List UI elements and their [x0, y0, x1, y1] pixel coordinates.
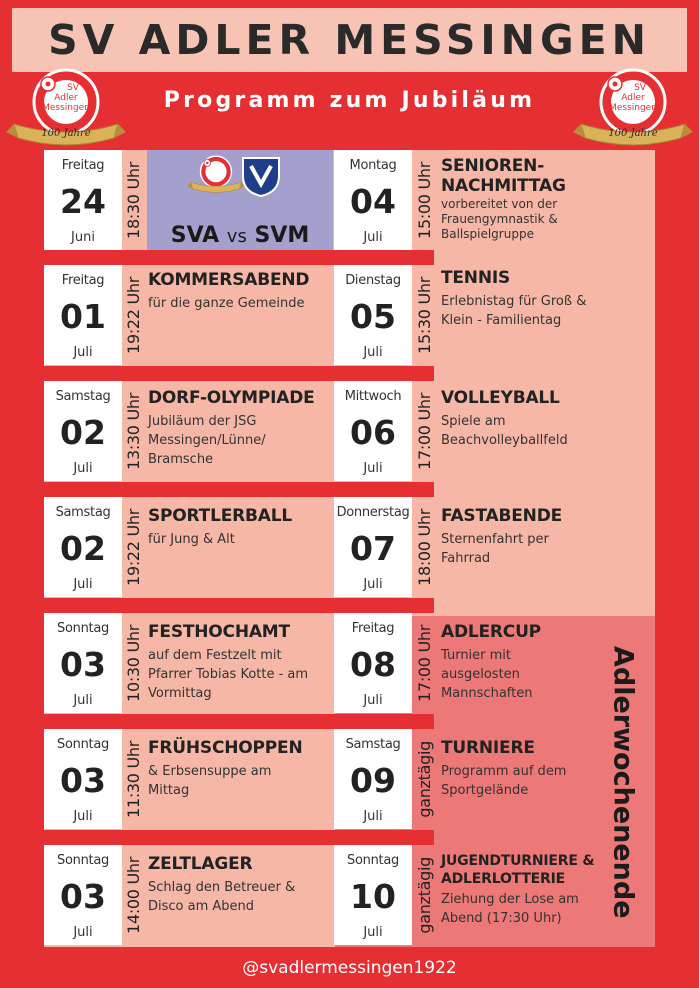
day-number: 03	[60, 877, 106, 916]
event-time: 15:30 Uhr	[414, 276, 434, 354]
logo-text-adler: Adler	[54, 93, 78, 103]
event-title: VOLLEYBALL	[441, 388, 560, 408]
month: Juli	[73, 461, 93, 476]
event-description: Turnier mit ausgelosten Mannschaften	[441, 648, 533, 701]
weekday: Dienstag	[345, 273, 401, 288]
team-sva: SVA	[170, 223, 220, 248]
row-separator	[44, 250, 334, 265]
event-title: DORF-OLYMPIADE	[148, 388, 315, 408]
logo-text-messingen: Messingen	[42, 103, 90, 113]
vs-label: vs	[226, 226, 247, 247]
day-number: 08	[350, 645, 396, 684]
weekday: Mittwoch	[344, 389, 402, 404]
event-time: 17:00 Uhr	[414, 624, 434, 702]
date-cell	[334, 845, 412, 945]
event-title: TENNIS	[441, 268, 511, 288]
event-title: SPORTLERBALL	[148, 506, 292, 526]
event-description: für die ganze Gemeinde	[148, 296, 305, 311]
logo-text-sv: SV	[67, 83, 79, 93]
month: Juli	[363, 230, 383, 245]
adlerwochenende-label: Adlerwochenende	[607, 646, 639, 919]
event-title-line2: ADLERLOTTERIE	[441, 871, 565, 887]
logo-ribbon-text: 100 Jahre	[608, 128, 658, 139]
row-separator	[44, 830, 334, 845]
event-description: Programm auf dem Sportgelände	[441, 764, 567, 798]
month: Juli	[73, 809, 93, 824]
day-number: 06	[350, 413, 396, 452]
weekday: Samstag	[55, 505, 111, 520]
event-description: Ziehung der Lose am Abend (17:30 Uhr)	[441, 892, 579, 926]
event-description: Spiele am Beachvolleyballfeld	[441, 414, 568, 448]
event-time: 14:00 Uhr	[123, 856, 143, 934]
date-cell	[44, 497, 122, 597]
opening-match-label	[147, 223, 333, 248]
event-info	[148, 506, 333, 549]
day-number: 04	[350, 182, 396, 221]
logo-ribbon-text: 100 Jahre	[41, 128, 91, 139]
logo-text-sv: SV	[634, 83, 646, 93]
event-title: ZELTLAGER	[148, 854, 253, 874]
event-info	[441, 268, 626, 330]
weekday: Montag	[349, 158, 397, 173]
date-cell	[44, 613, 122, 713]
date-cell	[334, 613, 412, 713]
day-number: 02	[60, 413, 106, 452]
event-time: 10:30 Uhr	[123, 624, 143, 702]
row-separator	[334, 250, 434, 265]
title-band	[12, 8, 687, 72]
event-info	[148, 388, 333, 469]
event-description: Jubiläum der JSG Messingen/Lünne/ Bramsche	[148, 414, 266, 467]
event-description: für Jung & Alt	[148, 532, 235, 547]
day-number: 05	[350, 297, 396, 336]
day-number: 24	[60, 182, 106, 221]
event-title: FASTABENDE	[441, 506, 563, 526]
instagram-handle[interactable]: @svadlermessingen1922	[242, 958, 457, 978]
weekday: Sonntag	[57, 737, 109, 752]
team-svm: SVM	[254, 223, 310, 248]
event-time: ganztägig	[414, 856, 434, 934]
event-description: Schlag den Betreuer & Disco am Abend	[148, 880, 296, 914]
event-title-line2: NACHMITTAG	[441, 176, 566, 196]
page-title: SV ADLER MESSINGEN	[48, 16, 651, 64]
event-description: & Erbsensuppe am Mittag	[148, 764, 272, 798]
date-cell	[44, 845, 122, 945]
event-info	[441, 388, 626, 450]
subtitle: Programm zum Jubiläum	[163, 88, 536, 113]
weekday: Donnerstag	[336, 505, 410, 520]
event-time: 17:00 Uhr	[414, 392, 434, 470]
event-info	[148, 270, 333, 313]
date-cell	[44, 381, 122, 481]
weekday: Sonntag	[347, 853, 399, 868]
event-title: TURNIERE	[441, 738, 535, 758]
row-separator	[334, 714, 434, 729]
event-title: JUGENDTURNIERE &	[441, 853, 595, 869]
svm-crest-icon	[239, 154, 283, 198]
row-separator	[334, 482, 434, 497]
month: Juli	[363, 461, 383, 476]
day-number: 09	[350, 761, 396, 800]
row-separator	[44, 366, 334, 381]
event-description: auf dem Festzelt mit Pfarrer Tobias Kotte - am Vormittag	[148, 648, 309, 701]
logo-text-adler: Adler	[621, 93, 645, 103]
month: Juli	[73, 345, 93, 360]
date-cell	[334, 497, 412, 597]
month: Juli	[363, 809, 383, 824]
event-time: 18:30 Uhr	[123, 161, 143, 239]
event-title: SENIOREN-	[441, 156, 545, 176]
date-cell	[334, 265, 412, 365]
month: Juni	[71, 230, 95, 245]
row-separator	[334, 366, 434, 381]
logo-text-messingen: Messingen	[609, 103, 657, 113]
event-description: vorbereitet von der Frauengymnastik & Ballspielgruppe	[441, 197, 558, 241]
month: Juli	[73, 925, 93, 940]
date-cell	[334, 381, 412, 481]
row-separator	[334, 830, 434, 845]
event-description: Sternenfahrt per Fahrrad	[441, 532, 549, 566]
day-number: 10	[350, 877, 396, 916]
event-info	[148, 854, 333, 916]
event-time: ganztägig	[414, 740, 434, 818]
event-info	[148, 738, 333, 800]
row-separator	[44, 598, 334, 613]
event-info	[441, 506, 626, 568]
weekday: Samstag	[345, 737, 401, 752]
weekday: Freitag	[61, 158, 105, 173]
event-time: 11:30 Uhr	[123, 740, 143, 818]
day-number: 07	[350, 529, 396, 568]
weekday: Sonntag	[57, 853, 109, 868]
event-time: 15:00 Uhr	[414, 161, 434, 239]
event-time: 19:22 Uhr	[123, 276, 143, 354]
row-separator	[334, 598, 434, 613]
event-time: 13:30 Uhr	[123, 392, 143, 470]
day-number: 02	[60, 529, 106, 568]
weekday: Freitag	[351, 621, 395, 636]
date-cell	[44, 729, 122, 829]
row-separator	[44, 482, 334, 497]
date-cell	[44, 265, 122, 365]
date-cell	[334, 150, 412, 250]
event-info	[441, 156, 626, 242]
event-title: KOMMERSABEND	[148, 270, 310, 290]
club-logo-small	[187, 154, 245, 198]
event-description: Erlebnistag für Groß & Klein - Familientag	[441, 294, 587, 328]
day-number: 03	[60, 645, 106, 684]
event-title: FRÜHSCHOPPEN	[148, 738, 303, 758]
day-number: 03	[60, 761, 106, 800]
weekday: Freitag	[61, 273, 105, 288]
opening-match-box	[147, 150, 333, 250]
month: Juli	[363, 577, 383, 592]
month: Juli	[363, 925, 383, 940]
event-title: FESTHOCHAMT	[148, 622, 290, 642]
event-info	[148, 622, 333, 703]
date-cell	[44, 150, 122, 250]
weekday: Sonntag	[57, 621, 109, 636]
date-cell	[334, 729, 412, 829]
event-time: 19:22 Uhr	[123, 508, 143, 586]
month: Juli	[363, 345, 383, 360]
row-separator	[44, 714, 334, 729]
month: Juli	[73, 693, 93, 708]
day-number: 01	[60, 297, 106, 336]
month: Juli	[363, 693, 383, 708]
event-time: 18:00 Uhr	[414, 508, 434, 586]
weekday: Samstag	[55, 389, 111, 404]
event-title: ADLERCUP	[441, 622, 541, 642]
month: Juli	[73, 577, 93, 592]
